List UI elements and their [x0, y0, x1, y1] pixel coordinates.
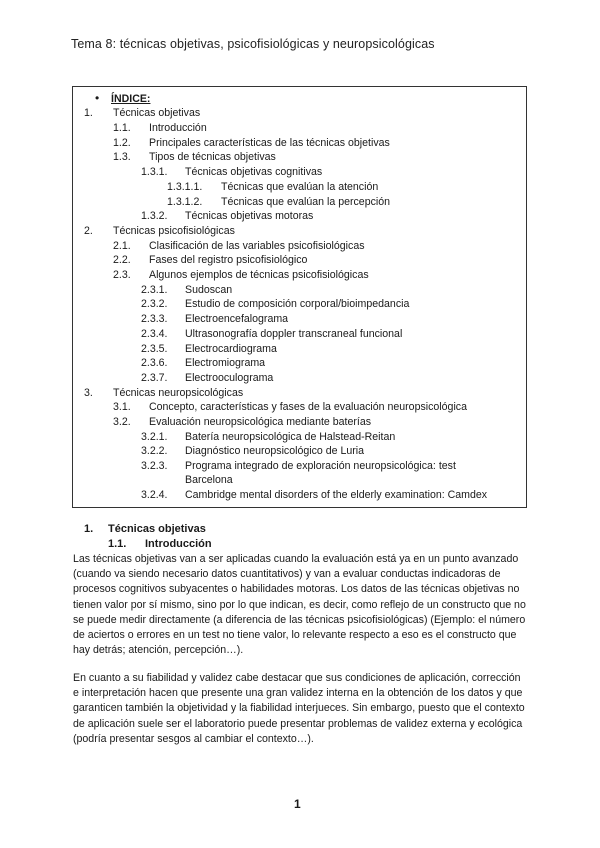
- toc-item-label: Técnicas que evalúan la atención: [221, 181, 379, 193]
- toc-item-label: Evaluación neuropsicológica mediante baterías: [149, 416, 372, 428]
- toc-item-label: Estudio de composición corporal/bioimpedancia: [185, 298, 410, 310]
- toc-item-label: Introducción: [149, 122, 207, 134]
- toc-item-label: Técnicas que evalúan la percepción: [221, 196, 391, 208]
- toc-item-number: 2.3.7.: [141, 372, 168, 384]
- toc-item-number: 1.1.: [113, 122, 131, 134]
- toc-item-number: 1.3.1.1.: [167, 181, 203, 193]
- paragraph-intro: Las técnicas objetivas van a ser aplicadas cuando la evaluación está ya en un punto avanzado (cuando va siendo necesario datos cuantitativos) y van a evaluar conductas indicadoras de procesos cognitivos subyacentes o habilidades motoras. Los datos de las técnicas objetivas no tienen valor por sí mismo, sino por lo que indican, es decir, como reflejo de un constructo que no se puede medir directamente (a diferencia de las técnicas psicofisiológicas) (Ejemplo: el número de aciertos o errores en un test no tiene valor, lo relevante respecto a eso es el constructo que hay detrás; atención, percepción…).: [73, 553, 526, 657]
- toc-item-number: 3.2.1.: [141, 431, 168, 443]
- toc-bullet: •: [95, 91, 100, 105]
- toc-item-label: Técnicas neuropsicológicas: [113, 387, 244, 399]
- section-title: Técnicas objetivas: [108, 523, 206, 535]
- toc-item-label: Diagnóstico neuropsicológico de Luria: [185, 445, 365, 457]
- toc-item-number: 3.1.: [113, 401, 131, 413]
- toc-item-number: 2.3.: [113, 269, 131, 281]
- toc-item-label: Técnicas objetivas cognitivas: [185, 166, 323, 178]
- toc-item-label: Ultrasonografía doppler transcraneal funcional: [185, 328, 403, 340]
- toc-item-label: Técnicas objetivas motoras: [185, 210, 314, 222]
- toc-item-number: 1.3.: [113, 151, 131, 163]
- toc-item-label: Técnicas objetivas: [113, 107, 201, 119]
- toc-item-label: Fases del registro psicofisiológico: [149, 254, 308, 266]
- subsection-number: 1.1.: [108, 538, 127, 550]
- subsection-title: Introducción: [145, 538, 212, 550]
- toc-title: ÍNDICE:: [111, 93, 151, 105]
- toc-item-label: Técnicas psicofisiológicas: [113, 225, 235, 237]
- toc-item-label: Clasificación de las variables psicofisiológicas: [149, 240, 365, 252]
- toc-item-label: Concepto, características y fases de la evaluación neuropsicológica: [149, 401, 467, 413]
- toc-item-label: Principales características de las técnicas objetivas: [149, 137, 390, 149]
- toc-item-label: Tipos de técnicas objetivas: [149, 151, 276, 163]
- toc-item-label: Batería neuropsicológica de Halstead-Reitan: [185, 431, 396, 443]
- toc-item-number: 1.3.2.: [141, 210, 168, 222]
- paragraph-reliability: En cuanto a su fiabilidad y validez cabe destacar que sus condiciones de aplicación, corrección e interpretación hacen que presente una gran validez interna en la obtención de los datos y que garanticen también la objetividad y la fiabilidad interjueces. Sin embargo, puesto que el contexto de aplicación suele ser el laboratorio puede presentar problemas de validez externa y ecológica (podría presentar sesgos al cambiar el contexto…).: [73, 672, 525, 745]
- toc-item-number: 1.3.1.2.: [167, 196, 203, 208]
- toc-item-number: 2.1.: [113, 240, 131, 252]
- page-number: 1: [294, 797, 301, 811]
- toc-item-label: Barcelona: [185, 474, 233, 486]
- page-header-title: Tema 8: técnicas objetivas, psicofisiológicas y neuropsicológicas: [71, 37, 435, 51]
- toc-item-label: Electrocardiograma: [185, 343, 277, 355]
- toc-item-number: 3.2.2.: [141, 445, 168, 457]
- toc-item-number: 2.3.2.: [141, 298, 168, 310]
- section-number: 1.: [84, 523, 94, 535]
- toc-item-number: 3.2.3.: [141, 460, 168, 472]
- toc-item-number: 1.2.: [113, 137, 131, 149]
- toc-item-label: Algunos ejemplos de técnicas psicofisiológicas: [149, 269, 369, 281]
- toc-item-label: Electromiograma: [185, 357, 266, 369]
- toc-item-label: Electroencefalograma: [185, 313, 289, 325]
- toc-item-number: 3.2.: [113, 416, 131, 428]
- toc-item-number: 3.2.4.: [141, 489, 168, 501]
- toc-item-number: 2.3.1.: [141, 284, 168, 296]
- toc-item-label: Programa integrado de exploración neuropsicológica: test: [185, 460, 456, 472]
- toc-item-number: 2.3.6.: [141, 357, 168, 369]
- toc-item-number: 2.: [84, 225, 93, 237]
- toc-item-number: 2.3.3.: [141, 313, 168, 325]
- toc-item-number: 1.: [84, 107, 93, 119]
- toc-item-number: 2.3.5.: [141, 343, 168, 355]
- toc-item-number: 1.3.1.: [141, 166, 168, 178]
- toc-item-number: 3.: [84, 387, 93, 399]
- toc-item-number: 2.3.4.: [141, 328, 168, 340]
- toc-item-number: 2.2.: [113, 254, 131, 266]
- toc-item-label: Electrooculograma: [185, 372, 274, 384]
- toc-item-label: Sudoscan: [185, 284, 233, 296]
- toc-item-label: Cambridge mental disorders of the elderly examination: Camdex: [185, 489, 488, 501]
